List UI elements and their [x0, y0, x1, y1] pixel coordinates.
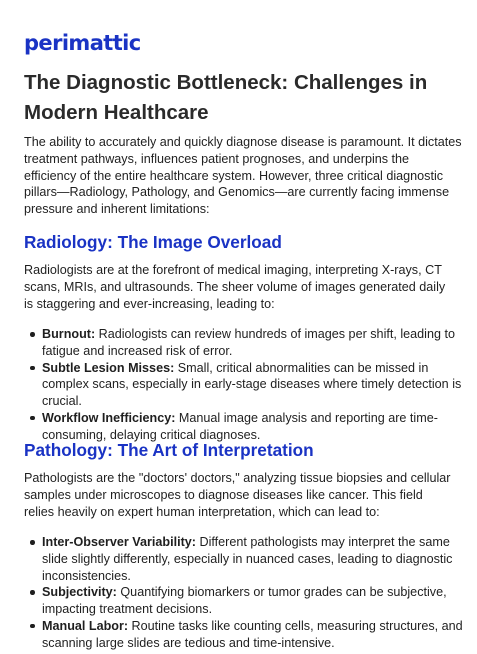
list-item	[42, 584, 464, 618]
bullet-text: Different pathologists may interpret the same slide slightly differently, especially in nuanced cases, leading to diagnostic inconsistencies.	[42, 535, 453, 583]
bullet-text: Small, critical abnormalities can be missed in complex scans, especially in early-stage diseases where timely detection is crucial.	[42, 360, 462, 409]
page-title: The Diagnostic Bottleneck: Challenges in Modern Healthcare	[24, 71, 428, 124]
bullet-term: Manual Labor:	[42, 618, 129, 633]
bullet-dot-icon	[30, 624, 35, 629]
bullet-text: Manual image analysis and reporting are time-consuming, delaying critical diagnoses.	[42, 410, 438, 442]
bullet-list-radiology	[24, 326, 464, 444]
bullet-dot-icon	[30, 416, 35, 421]
bullet-term: Burnout:	[42, 327, 96, 341]
bullet-list-pathology	[24, 534, 464, 652]
section-paragraph-radiology: Radiologists are at the forefront of medical imaging, interpreting X-rays, CT scans, MRIs, and ultrasounds. The sheer volume of images generated daily is staggering and ever-increasing, leading to:	[24, 263, 446, 311]
bullet-dot-icon	[30, 590, 35, 595]
brand-logo[interactable]: perimattic	[24, 31, 141, 55]
bullet-dot-icon	[30, 366, 35, 371]
list-item	[42, 618, 464, 652]
bullet-text: Radiologists can review hundreds of images per shift, leading to fatigue and increased risk of error.	[42, 327, 455, 358]
bullet-text: Quantifying biomarkers or tumor grades can be subjective, impacting treatment decisions.	[42, 585, 447, 617]
bullet-term: Inter-Observer Variability:	[42, 535, 196, 549]
section-heading-radiology: Radiology: The Image Overload	[24, 232, 282, 252]
list-item	[42, 534, 464, 584]
bullet-term: Workflow Inefficiency:	[42, 410, 176, 425]
section-paragraph-pathology: Pathologists are the "doctors' doctors," analyzing tissue biopsies and cellular samples under microscopes to diagnose diseases like cancer. This field relies heavily on expert human interpretation, which can lead to:	[24, 471, 451, 519]
intro-paragraph: The ability to accurately and quickly diagnose disease is paramount. It dictates treatment pathways, influences patient prognoses, and underpins the efficiency of the entire healthcare system. However, three critical diagnostic pillars—Radiology, Pathology, and Genomics—are currently facing immense pressure and inherent limitations:	[24, 135, 462, 217]
bullet-term: Subjectivity:	[42, 585, 117, 600]
list-item	[42, 360, 464, 410]
list-item	[42, 326, 464, 360]
bullet-dot-icon	[30, 540, 35, 545]
section-heading-pathology: Pathology: The Art of Interpretation	[24, 440, 314, 460]
bullet-text: Routine tasks like counting cells, measuring structures, and scanning large slides are tedious and time-intensive.	[42, 618, 463, 650]
bullet-dot-icon	[30, 332, 35, 337]
bullet-term: Subtle Lesion Misses:	[42, 360, 175, 375]
